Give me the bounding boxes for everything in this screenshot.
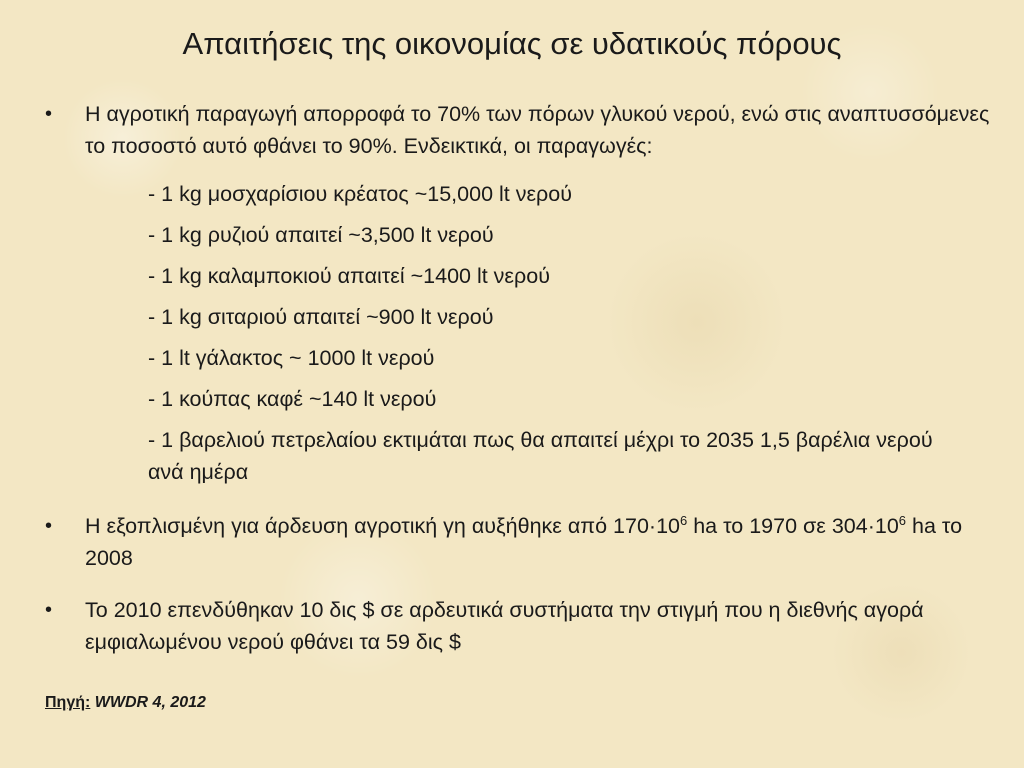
list-item: - 1 κούπας καφέ ~140 lt νερού: [148, 387, 437, 411]
source-label: Πηγή:: [45, 694, 91, 711]
bullet-icon: •: [45, 103, 53, 125]
bullet-text: [85, 510, 995, 574]
list-item: - 1 βαρελιού πετρελαίου εκτιμάται πως θα απαιτεί μέχρι το 2035 1,5 βαρέλια νερού ανά ημέρα: [148, 428, 933, 484]
bullet-text: Η αγροτική παραγωγή απορροφά το 70% των πόρων γλυκού νερού, ενώ στις αναπτυσσόμενες το ποσοστό αυτό φθάνει το 90%. Ενδεικτικά, οι παραγωγές:: [85, 102, 990, 158]
list-item: - 1 lt γάλακτος ~ 1000 lt νερού: [148, 346, 435, 370]
bullet-agriculture: [45, 98, 995, 162]
bullet-text-part: Η εξοπλισμένη για άρδευση αγροτική γη αυξήθηκε από 170·10: [85, 514, 680, 538]
list-item: - 1 kg καλαμποκιού απαιτεί ~1400 lt νερού: [148, 264, 550, 288]
bullet-irrigated-land: [45, 510, 995, 574]
water-examples-list: [148, 178, 968, 497]
bullet-icon: •: [45, 599, 53, 621]
bullet-text-part: ha το 2008: [85, 514, 963, 570]
slide-title: Απαιτήσεις της οικονομίας σε υδατικούς πόρους: [182, 26, 842, 61]
list-item: - 1 kg ρυζιού απαιτεί ~3,500 lt νερού: [148, 223, 494, 247]
bullet-icon: •: [45, 515, 53, 537]
source-citation: [45, 694, 206, 712]
list-item: - 1 kg σιταριού απαιτεί ~900 lt νερού: [148, 305, 494, 329]
bullet-text-part: ha το 1970 σε 304·10: [687, 514, 899, 538]
superscript: 6: [898, 513, 907, 528]
bullet-text: Το 2010 επενδύθηκαν 10 δις $ σε αρδευτικά συστήματα την στιγμή που η διεθνής αγορά εμφιαλωμένου νερού φθάνει τα 59 δις $: [85, 598, 924, 654]
list-item: - 1 kg μοσχαρίσιου κρέατος ~15,000 lt νερού: [148, 182, 573, 206]
bullet-investment: [45, 594, 995, 658]
source-reference: WWDR 4, 2012: [94, 694, 206, 711]
superscript: 6: [680, 513, 688, 528]
